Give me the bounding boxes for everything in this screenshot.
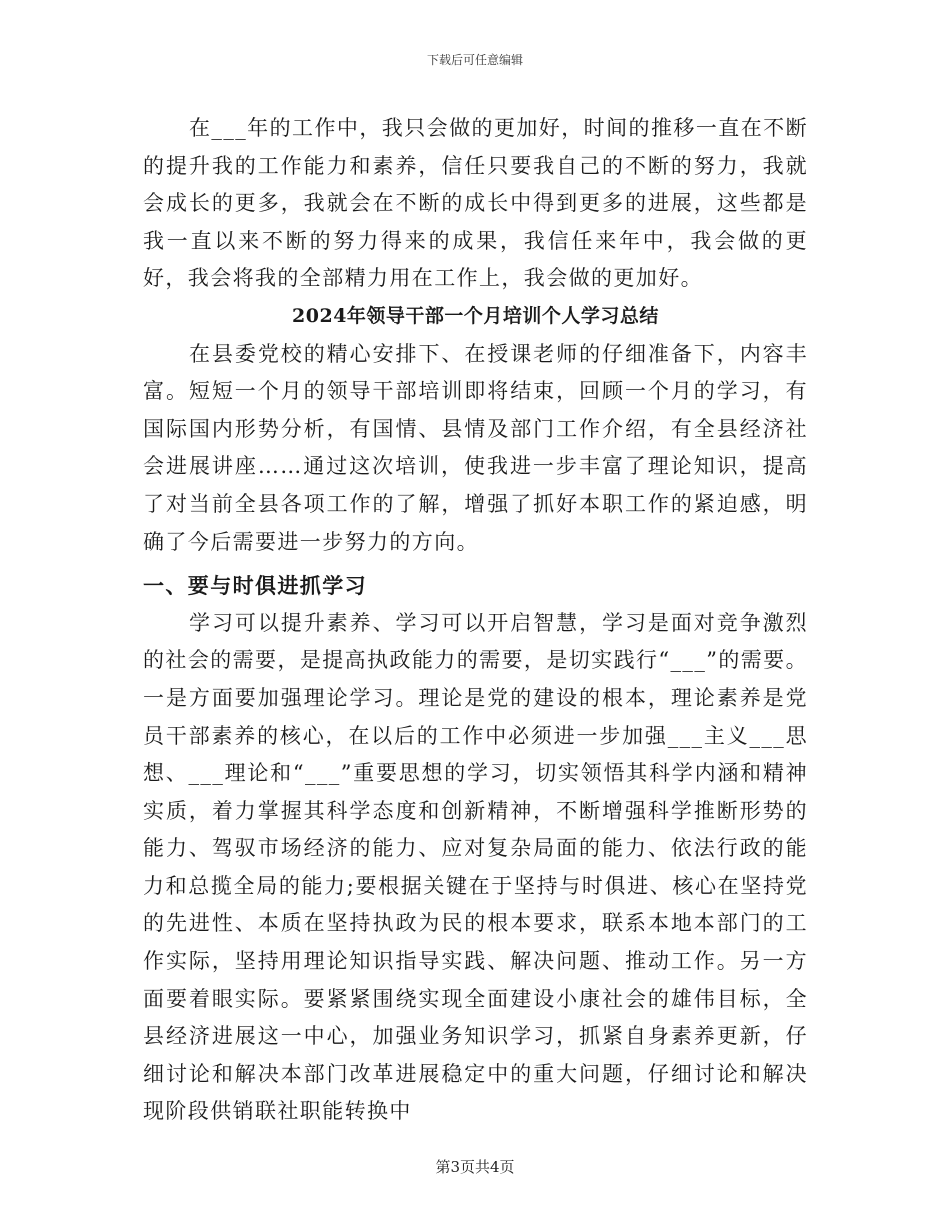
section-1-heading: 一、要与时俱进抓学习	[143, 573, 367, 599]
page-header-note: 下载后可任意编辑	[426, 53, 523, 67]
document-body	[143, 110, 808, 1131]
intro-paragraph: 在___年的工作中，我只会做的更加好，时间的推移一直在不断的提升我的工作能力和素养，信任只要我自己的不断的努力，我就会成长的更多，我就会在不断的成长中得到更多的进展，这些都是我一直以来不断的努力得来的成果，我信任来年中，我会做的更好，我会将我的全部精力用在工作上，我会做的更加好。	[143, 116, 808, 291]
paragraph-2: 学习可以提升素养、学习可以开启智慧，学习是面对竞争激烈的社会的需要，是提高执政能力的需要，是切实践行“___”的需要。一是方面要加强理论学习。理论是党的建设的根本，理论素养是党员干部素养的核心，在以后的工作中必须进一步加强___主义___思想、___理论和“___”重要思想的学习，切实领悟其科学内涵和精神实质，着力掌握其科学态度和创新精神，不断增强科学推断形势的能力、驾驭市场经济的能力、应对复杂局面的能力、依法行政的能力和总揽全局的能力;要根据关键在于坚持与时俱进、核心在坚持党的先进性、本质在坚持执政为民的根本要求，联系本地本部门的工作实际，坚持用理论知识指导实践、解决问题、推动工作。另一方面要着眼实际。要紧紧围绕实现全面建设小康社会的雄伟目标，全县经济进展这一中心，加强业务知识学习，抓紧自身素养更新，仔细讨论和解决本部门改革进展稳定中的重大问题，仔细讨论和解决现阶段供销联社职能转换中	[143, 610, 808, 1124]
document-title: 2024年领导干部一个月培训个人学习总结	[292, 304, 659, 327]
page-number: 第3页共4页	[435, 1158, 515, 1176]
paragraph-1: 在县委党校的精心安排下、在授课老师的仔细准备下，内容丰富。短短一个月的领导干部培训即将结束，回顾一个月的学习，有国际国内形势分析，有国情、县情及部门工作介绍，有全县经济社会进展讲座……通过这次培训，使我进一步丰富了理论知识，提高了对当前全县各项工作的了解，增强了抓好本职工作的紧迫感，明确了今后需要进一步努力的方向。	[143, 341, 808, 554]
